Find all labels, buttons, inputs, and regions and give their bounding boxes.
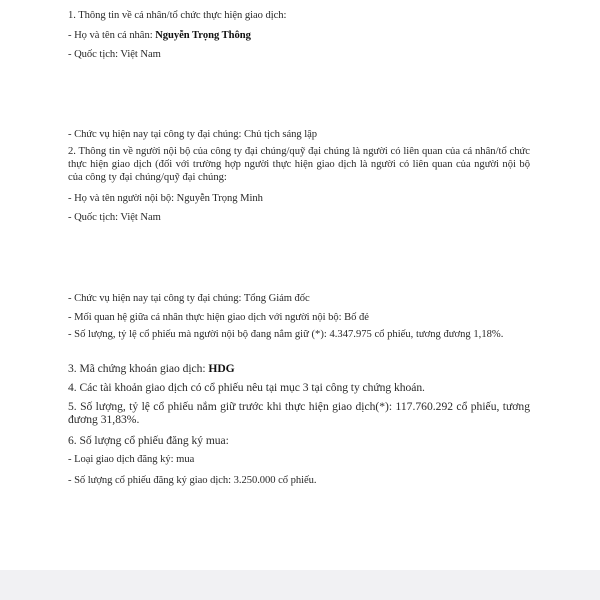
section-2-heading: 2. Thông tin về người nội bộ của công ty đại chúng/quỹ đại chúng là người có liên quan của cá nhân/tổ chức thực hiện giao dịch (đối với trường hợp người thực hiện giao dịch là người có liên quan của người nội bộ của công ty đại chúng/quỹ đại chúng:	[68, 146, 530, 183]
section-6-type: - Loại giao dịch đăng ký: mua	[68, 454, 195, 465]
section-2-relation: - Mối quan hệ giữa cá nhân thực hiện giao dịch với người nội bộ: Bố đẻ	[68, 312, 369, 323]
section-3-row	[68, 362, 235, 375]
section-6-heading: 6. Số lượng cổ phiếu đăng ký mua:	[68, 434, 229, 447]
section-6-quantity: - Số lượng cổ phiếu đăng ký giao dịch: 3.250.000 cổ phiếu.	[68, 475, 317, 486]
section-1-name-row	[68, 29, 251, 42]
section-2-nationality: - Quốc tịch: Việt Nam	[68, 212, 161, 223]
section-1-name-label: - Họ và tên cá nhân:	[68, 30, 156, 41]
section-2-holding: - Số lượng, tỷ lệ cổ phiếu mà người nội bộ đang nắm giữ (*): 4.347.975 cổ phiếu, tương đương 1,18%.	[68, 329, 504, 340]
page-bottom-margin	[0, 570, 600, 600]
section-1-heading: 1. Thông tin về cá nhân/tổ chức thực hiện giao dịch:	[68, 10, 287, 21]
section-2-position: - Chức vụ hiện nay tại công ty đại chúng: Tổng Giám đốc	[68, 293, 310, 304]
section-3-label: 3. Mã chứng khoán giao dịch:	[68, 362, 209, 375]
section-4: 4. Các tài khoản giao dịch có cổ phiếu nêu tại mục 3 tại công ty chứng khoán.	[68, 381, 425, 394]
section-1-nationality: - Quốc tịch: Việt Nam	[68, 49, 161, 60]
section-1-position: - Chức vụ hiện nay tại công ty đại chúng: Chủ tịch sáng lập	[68, 129, 318, 140]
section-3-ticker: HDG	[208, 362, 235, 375]
section-2-insider-name: - Họ và tên người nội bộ: Nguyễn Trọng Minh	[68, 193, 263, 204]
section-5: 5. Số lượng, tỷ lệ cổ phiếu nắm giữ trước khi thực hiện giao dịch(*): 117.760.292 cổ phiếu, tương đương 31,83%.	[68, 400, 530, 426]
section-1-name-value: Nguyễn Trọng Thông	[155, 30, 251, 41]
